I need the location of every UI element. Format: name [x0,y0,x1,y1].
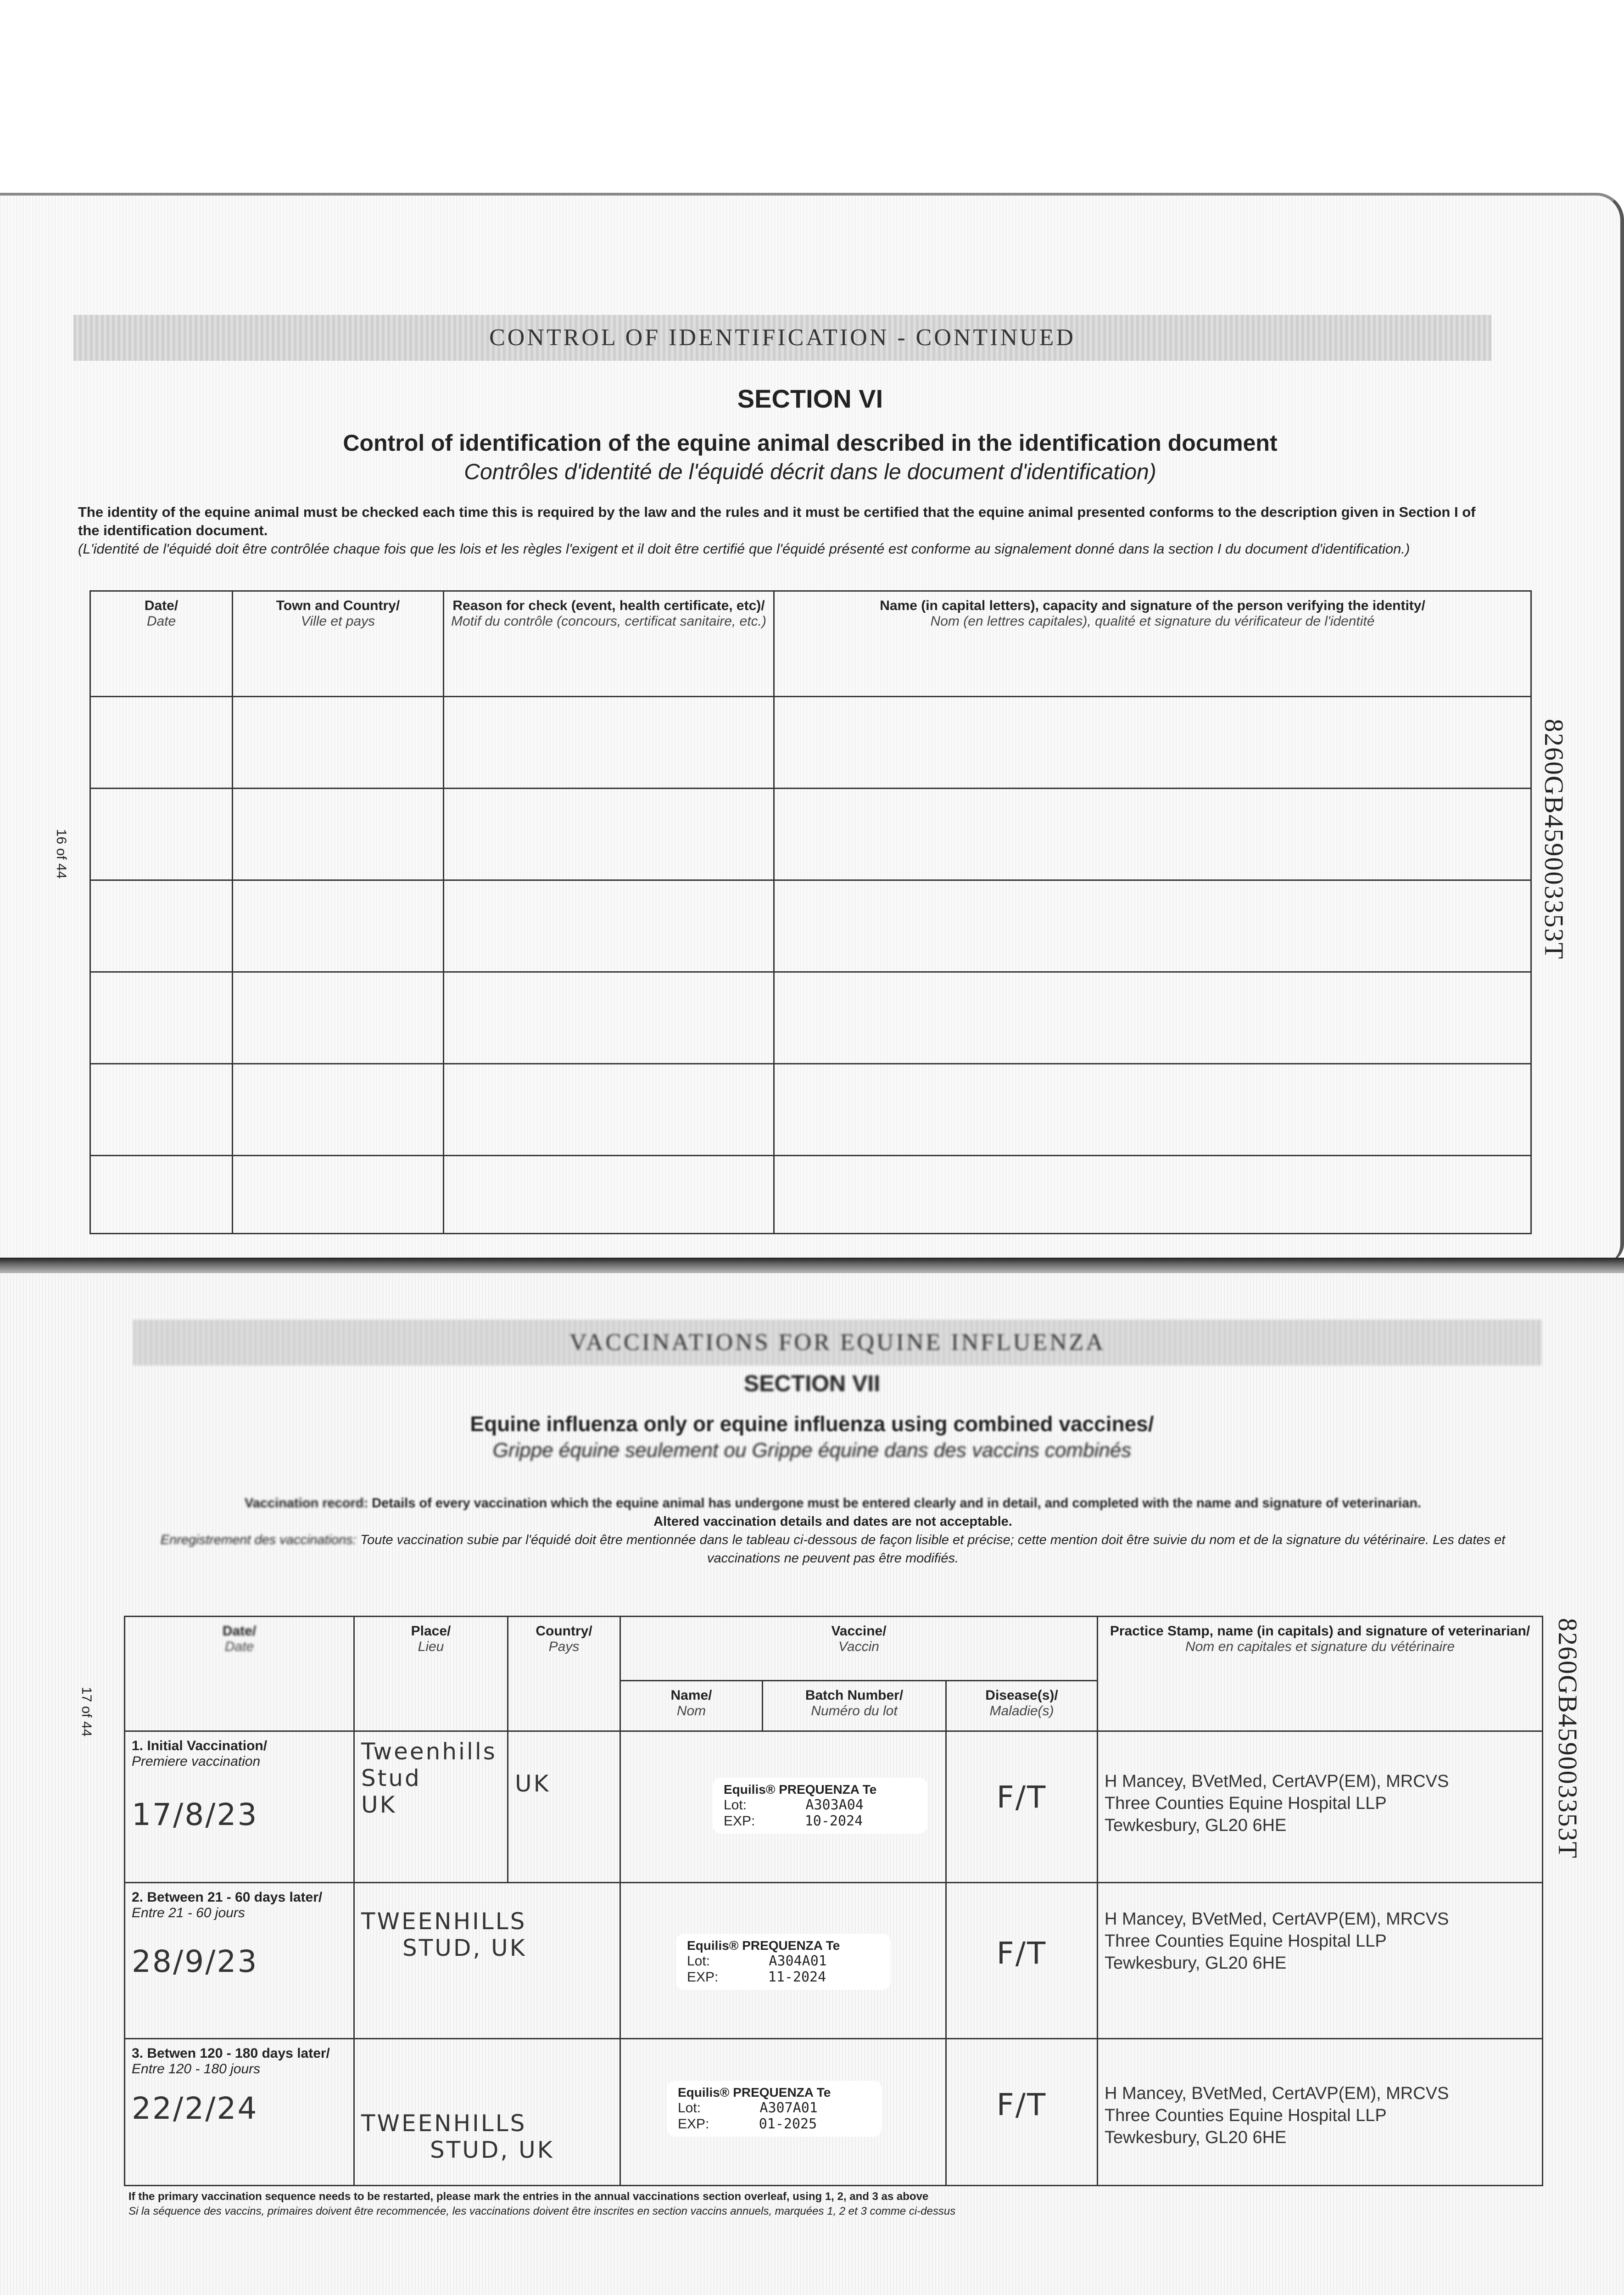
stamp-line: Tewkesbury, GL20 6HE [1105,1954,1287,1973]
section-banner [73,315,1491,361]
row-stamp-cell[interactable] [1098,2039,1543,2186]
expiry-date: 10-2024 [804,1813,863,1829]
row-label-fr: Entre 120 - 180 jours [132,2061,261,2077]
row-stamp-cell[interactable] [1098,1883,1543,2039]
empty-cell[interactable] [90,972,233,1064]
col-header-label: Date/ [222,1623,257,1639]
identification-table [89,590,1532,1234]
place-text: TWEENHILLS [361,1908,527,1935]
footer-fr: Si la séquence des vaccins, primaires doivent être recommencée, les vaccinations doivent être inscrites en section vaccins annuels, marquées 1, 2 et 3 comme ci-dessus [128,2205,956,2217]
place-text: Tweenhills [361,1738,497,1765]
stamp-line: Three Counties Equine Hospital LLP [1105,2106,1387,2125]
row-label: 1. Initial Vaccination/ [132,1738,268,1753]
vaccine-brand: Equilis® PREQUENZA Te [687,1938,840,1953]
empty-cell[interactable] [444,697,774,789]
intro-en: The identity of the equine animal must be checked each time this is required by the law and the rules and it must be certified that the equine animal presented conforms to the description given in Section I of the identification document. [78,504,1476,538]
table-row [90,697,1531,789]
row-date-cell[interactable] [125,1731,354,1883]
table-header-row [90,591,1531,697]
col-header-label: Name (in capital letters), capacity and signature of the person verifying the identity/ [880,598,1425,613]
empty-cell[interactable] [774,972,1531,1064]
row-disease-cell[interactable] [946,1731,1098,1883]
table-row [125,1883,1543,2039]
footer-en: If the primary vaccination sequence needs to be restarted, please mark the entries in the annual vaccinations section overleaf, using 1, 2, and 3 as above [128,2190,929,2203]
country-text: UK [515,1770,551,1797]
row-date-cell[interactable] [125,1883,354,2039]
empty-cell[interactable] [233,789,444,880]
document-title: Equine influenza only or equine influenza using combined vaccines/ [470,1412,1154,1436]
document-title-fr: Grippe équine seulement ou Grippe équine dans des vaccins combinés [492,1439,1132,1461]
col-header-batch [763,1681,946,1731]
row-place-cell[interactable] [354,1731,508,1883]
table-row [90,789,1531,880]
col-header-label: Practice Stamp, name (in capitals) and signature of veterinarian/ [1110,1623,1530,1639]
row-country-cell[interactable] [508,1731,620,1883]
col-header-label-fr: Nom en capitales et signature du vétérinaire [1185,1639,1455,1654]
lot-number: A304A01 [769,1953,827,1969]
table-row [90,880,1531,972]
disease-text: F/T [996,1936,1047,1971]
row-label-fr: Premiere vaccination [132,1754,261,1769]
intro-en-2: Altered vaccination details and dates are not acceptable. [653,1514,1012,1529]
identification-page [0,193,1624,1262]
vaccination-date: 22/2/24 [132,2091,258,2126]
stamp-line: H Mancey, BVetMed, CertAVP(EM), MRCVS [1105,1909,1449,1929]
col-header-place [354,1617,508,1731]
col-header-label: Name/ [670,1688,712,1703]
expiry-date: 11-2024 [768,1969,826,1985]
vaccine-sticker [676,1934,891,1990]
col-header-label-fr: Nom [676,1703,706,1718]
row-label: 2. Between 21 - 60 days later/ [132,1890,323,1905]
col-header-label-fr: Date [224,1639,254,1654]
empty-cell[interactable] [90,789,233,880]
table-header-row [125,1617,1543,1681]
place-text: TWEENHILLS [361,2110,527,2137]
stamp-line: H Mancey, BVetMed, CertAVP(EM), MRCVS [1105,2084,1449,2103]
table-row [90,1156,1531,1234]
lot-label: Lot: [678,2100,701,2116]
intro-lead: Vaccination record: [245,1496,368,1511]
empty-cell[interactable] [444,1064,774,1156]
col-header-verifier [774,591,1531,697]
vaccine-brand: Equilis® PREQUENZA Te [678,2085,831,2099]
col-header-label: Date/ [144,598,179,613]
intro-fr: Toute vaccination subie par l'équidé doit être mentionnée dans le tableau ci-dessous de façon lisible et précise; cette mention doit être suivie du nom et de la signature du vétérinaire. Les dates et vaccinations ne peuvent pas être modifiés. [360,1533,1506,1566]
empty-cell[interactable] [233,1156,444,1234]
row-vaccine-cell[interactable] [620,1731,946,1883]
col-header-label-fr: Numéro du lot [811,1703,898,1718]
col-header-reason [444,591,774,697]
row-label: 3. Betwen 120 - 180 days later/ [132,2046,330,2061]
empty-cell[interactable] [774,697,1531,789]
col-header-label: Reason for check (event, health certificate, etc)/ [452,598,765,613]
row-vaccine-cell[interactable] [620,2039,946,2186]
section-banner [133,1320,1542,1366]
intro-text [78,503,1491,558]
empty-cell[interactable] [233,972,444,1064]
table-row [125,2039,1543,2186]
row-disease-cell[interactable] [946,1883,1098,2039]
place-text: Stud [361,1765,421,1791]
col-header-label: Vaccine/ [831,1623,887,1639]
empty-cell[interactable] [233,1064,444,1156]
col-header-label-fr: Ville et pays [301,614,375,629]
empty-cell[interactable] [444,1156,774,1234]
empty-cell[interactable] [233,697,444,789]
section-title: SECTION VII [743,1371,881,1396]
row-place-cell[interactable] [354,2039,620,2186]
empty-cell[interactable] [90,697,233,789]
empty-cell[interactable] [90,1156,233,1234]
empty-cell[interactable] [90,1064,233,1156]
col-header-date [125,1617,354,1731]
empty-cell[interactable] [444,972,774,1064]
empty-cell[interactable] [774,789,1531,880]
col-header-date [90,591,233,697]
col-header-town [233,591,444,697]
stamp-line: Tewkesbury, GL20 6HE [1105,1816,1287,1835]
empty-cell[interactable] [774,1064,1531,1156]
empty-cell[interactable] [444,880,774,972]
col-header-label: Place/ [411,1623,451,1639]
table-row [90,1064,1531,1156]
row-date-cell[interactable] [125,2039,354,2186]
vaccination-date: 17/8/23 [132,1797,258,1832]
vaccination-table [124,1616,1543,2186]
col-header-label: Town and Country/ [276,598,400,613]
section-title: SECTION VI [737,384,883,413]
col-header-label-fr: Vaccin [838,1639,879,1654]
disease-text: F/T [996,1780,1047,1815]
col-header-label-fr: Pays [548,1639,580,1654]
empty-cell[interactable] [90,880,233,972]
col-header-label: Disease(s)/ [985,1688,1058,1703]
col-header-country [508,1617,620,1731]
empty-cell[interactable] [774,1156,1531,1234]
col-header-label: Country/ [536,1623,592,1639]
empty-cell[interactable] [233,880,444,972]
exp-label: EXP: [724,1814,755,1829]
document-title: Control of identification of the equine animal described in the identification document [343,430,1278,456]
vaccine-sticker [713,1778,927,1834]
lot-label: Lot: [724,1797,747,1813]
row-label-fr: Entre 21 - 60 jours [132,1905,245,1920]
expiry-date: 01-2025 [759,2116,817,2132]
book-spine [0,1258,1624,1273]
vaccination-date: 28/9/23 [132,1944,258,1979]
document-title-fr: Contrôles d'identité de l'équidé décrit dans le document d'identification) [464,460,1156,484]
table-row [125,1731,1543,1883]
passport-serial: 8260GB459003353T [1539,719,1569,960]
footer-note [128,2189,1537,2219]
exp-label: EXP: [678,2116,709,2132]
row-disease-cell[interactable] [946,2039,1098,2186]
stamp-line: Three Counties Equine Hospital LLP [1105,1794,1387,1813]
lot-number: A307A01 [759,2100,818,2116]
place-text: STUD, UK [402,1935,527,1961]
col-header-label-fr: Motif du contrôle (concours, certificat sanitaire, etc.) [451,614,766,629]
col-header-vaccine-name [620,1681,763,1731]
page-number: 16 of 44 [54,829,69,879]
col-header-label-fr: Nom (en lettres capitales), qualité et signature du vérificateur de l'identité [930,614,1375,629]
banner-text: VACCINATIONS FOR EQUINE INFLUENZA [569,1329,1105,1355]
col-header-label-fr: Lieu [418,1639,444,1654]
col-header-vaccine [620,1617,1098,1681]
col-header-label: Batch Number/ [805,1688,904,1703]
stamp-line: Tewkesbury, GL20 6HE [1105,2128,1287,2147]
table-row [90,972,1531,1064]
passport-serial: 8260GB459003353T [1553,1618,1583,1859]
row-place-cell[interactable] [354,1883,620,2039]
intro-en: Details of every vaccination which the equine animal has undergone must be entered clearly and in detail, and completed with the name and signature of veterinarian. [372,1496,1421,1511]
col-header-disease [946,1681,1098,1731]
place-text: STUD, UK [430,2137,554,2163]
stamp-line: Three Counties Equine Hospital LLP [1105,1931,1387,1951]
row-vaccine-cell[interactable] [620,1883,946,2039]
lot-number: A303A04 [805,1797,864,1813]
empty-cell[interactable] [444,789,774,880]
col-header-label-fr: Maladie(s) [989,1703,1054,1718]
exp-label: EXP: [687,1970,719,1985]
col-header-practice [1098,1617,1543,1731]
empty-cell[interactable] [774,880,1531,972]
col-header-label-fr: Date [146,614,176,629]
banner-text: CONTROL OF IDENTIFICATION - CONTINUED [489,325,1076,351]
lot-label: Lot: [687,1954,710,1969]
vaccine-sticker [667,2081,882,2137]
vaccine-brand: Equilis® PREQUENZA Te [724,1782,877,1797]
stamp-line: H Mancey, BVetMed, CertAVP(EM), MRCVS [1105,1772,1449,1791]
page-number: 17 of 44 [79,1687,94,1737]
row-stamp-cell[interactable] [1098,1731,1543,1883]
vaccination-page [0,1274,1624,2295]
place-text: UK [361,1791,397,1818]
intro-text [133,1494,1533,1567]
intro-fr: (L'identité de l'équidé doit être contrôlée chaque fois que les lois et les règles l'exigent et il doit être certifié que l'équidé présenté est conforme au signalement donné dans la section I du document d'identification.) [78,541,1410,557]
disease-text: F/T [996,2087,1047,2122]
intro-lead-fr: Enregistrement des vaccinations: [160,1533,357,1547]
